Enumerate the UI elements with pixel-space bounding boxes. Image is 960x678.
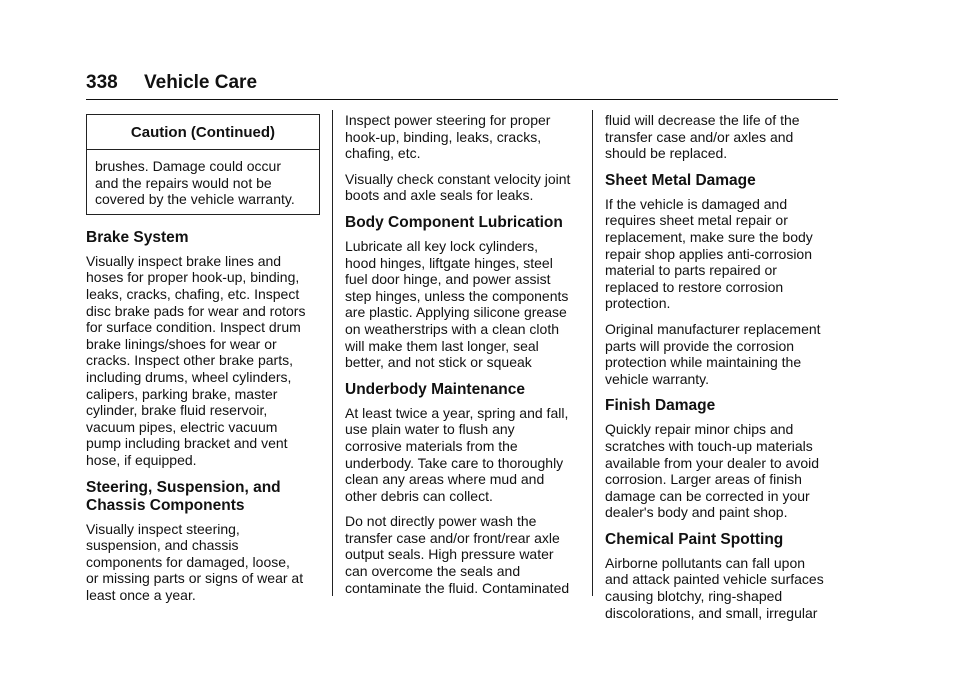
column-2: [345, 110, 579, 605]
underbody-heading: Underbody Maintenance: [345, 380, 525, 398]
body-lubrication-heading: Body Component Lubrication: [345, 213, 563, 231]
steering-heading-line-2: Chassis Components: [86, 496, 245, 514]
caution-box: [86, 114, 320, 215]
column-1: [86, 110, 320, 612]
caution-heading: Caution (Continued): [87, 115, 319, 150]
fluid-text: fluid will decrease the life of the transfer case and/or axles and should be replaced.: [605, 112, 800, 162]
page-number: 338: [86, 72, 118, 93]
header-rule: [86, 99, 838, 100]
caution-body: [87, 150, 319, 214]
sheet-metal-heading: Sheet Metal Damage: [605, 171, 756, 189]
column-divider-1: [332, 110, 333, 596]
column-3: [605, 110, 839, 630]
underbody-text: At least twice a year, spring and fall, use plain water to flush any corrosive materials from the underbody. Take care to thoroughly clean any areas where mud and other debris can collect.: [345, 404, 569, 504]
power-steering-text: Inspect power steering for proper hook-up, binding, leaks, cracks, chafing, etc.: [345, 112, 551, 162]
power-wash-text: Do not directly power wash the transfer case and/or front/rear axle output seals. High pressure water can overcome the seals and contaminate the fluid. Contaminated: [345, 513, 570, 596]
page-header: [86, 72, 838, 94]
chemical-spotting-text: Airborne pollutants can fall upon and attack painted vehicle surfaces causing blotchy, ring-shaped discolorations, and small, irregular: [605, 554, 824, 621]
chemical-spotting-heading: Chemical Paint Spotting: [605, 530, 784, 548]
oem-parts-text: Original manufacturer replacement parts will provide the corrosion protection while maintaining the vehicle warranty.: [605, 320, 821, 387]
finish-damage-text: Quickly repair minor chips and scratches with touch-up materials available from your dealer to avoid corrosion. Larger areas of finish damage can be corrected in your dealer's body and paint shop.: [605, 421, 820, 521]
cv-joint-text: Visually check constant velocity joint boots and axle seals for leaks.: [345, 170, 571, 204]
sheet-metal-text: If the vehicle is damaged and requires sheet metal repair or replacement, make sure the body repair shop applies anti-corrosion material to parts repaired or replaced to restore corrosion protection.: [605, 195, 813, 312]
caution-text: brushes. Damage could occur and the repairs would not be covered by the vehicle warranty.: [95, 158, 295, 208]
steering-text: Visually inspect steering, suspension, and chassis components for damaged, loose, or missing parts or signs of wear at least once a year.: [86, 520, 304, 603]
finish-damage-heading: Finish Damage: [605, 397, 716, 415]
steering-heading: [86, 479, 320, 515]
steering-heading-line-1: Steering, Suspension, and: [86, 478, 281, 496]
brake-system-heading: Brake System: [86, 228, 189, 246]
brake-system-text: Visually inspect brake lines and hoses for proper hook-up, binding, leaks, cracks, chafing, etc. Inspect disc brake pads for wear and rotors for surface condition. Inspect drum brake linings/shoes for wear or cracks. Inspect other brake parts, including drums, wheel cylinders, calipers, parking brake, master cylinder, brake fluid reservoir, vacuum pipes, electric vacuum pump including bracket and vent hose, if equipped.: [86, 252, 306, 468]
column-divider-2: [592, 110, 593, 596]
section-title: Vehicle Care: [144, 72, 258, 93]
body-lubrication-text: Lubricate all key lock cylinders, hood hinges, liftgate hinges, steel fuel door hinge, and power assist step hinges, unless the components are plastic. Applying silicone grease on weatherstrips with a clean cloth will make them last longer, seal better, and not stick or squeak: [345, 237, 569, 371]
